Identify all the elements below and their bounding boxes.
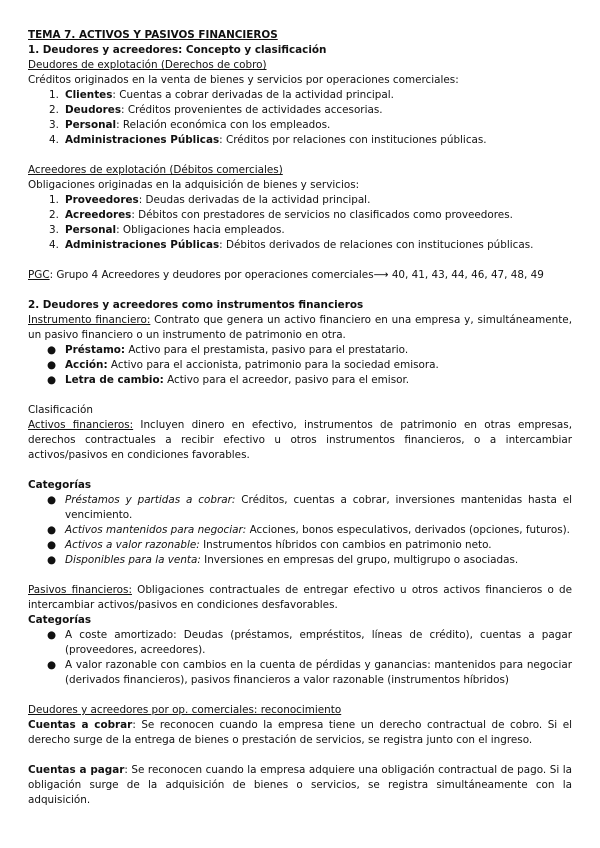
bullet-icon: ● bbox=[47, 374, 57, 386]
section-2-heading: 2. Deudores y acreedores como instrumentos financieros bbox=[28, 299, 364, 311]
categorias-heading: Categorías bbox=[28, 479, 92, 491]
list-item: ● Activos a valor razonable: Instrumentos híbridos con cambios en patrimonio neto. bbox=[47, 539, 492, 551]
pasivos-definition: Pasivos financieros: Obligaciones contractuales de entregar efectivo u otros activos financieros o de intercambiar activos/pasivos en condiciones desfavorables. bbox=[28, 584, 572, 611]
page-title: TEMA 7. ACTIVOS Y PASIVOS FINANCIEROS bbox=[28, 29, 278, 41]
bullet-icon: ● bbox=[47, 359, 57, 371]
list-item: ● Disponibles para la venta: Inversiones en empresas del grupo, multigrupo o asociadas. bbox=[47, 554, 519, 566]
acreedores-subheading: Acreedores de explotación (Débitos comerciales) bbox=[28, 164, 283, 176]
deudores-list bbox=[28, 88, 572, 148]
pasivos-categories-list bbox=[28, 628, 572, 688]
reconocimiento-subheading: Deudores y acreedores por op. comerciales: reconocimiento bbox=[28, 704, 342, 716]
bullet-icon: ● bbox=[47, 344, 57, 356]
list-item: 2. Deudores: Créditos provenientes de actividades accesorias. bbox=[49, 104, 383, 116]
bullet-icon: ● bbox=[47, 629, 57, 641]
instrumento-examples-list bbox=[28, 343, 572, 388]
list-item: 4. Administraciones Públicas: Créditos por relaciones con instituciones públicas. bbox=[49, 134, 487, 146]
categorias-heading: Categorías bbox=[28, 614, 92, 626]
list-item: 1. Clientes: Cuentas a cobrar derivadas de la actividad principal. bbox=[49, 89, 394, 101]
list-item: 3. Personal: Obligaciones hacia empleados. bbox=[49, 224, 285, 236]
cuentas-pagar-paragraph: Cuentas a pagar: Se reconocen cuando la empresa adquiere una obligación contractual de pago. Si la obligación surge de la adquisición de bienes o servicios, se registra simultáneamente con la adquisición. bbox=[28, 764, 572, 806]
bullet-icon: ● bbox=[47, 524, 57, 536]
bullet-icon: ● bbox=[47, 494, 57, 506]
bullet-icon: ● bbox=[47, 539, 57, 551]
clasificacion-label: Clasificación bbox=[28, 404, 93, 416]
activos-categories-list bbox=[28, 493, 572, 568]
list-item: ● Acción: Activo para el accionista, patrimonio para la sociedad emisora. bbox=[47, 359, 439, 371]
deudores-intro: Créditos originados en la venta de bienes y servicios por operaciones comerciales: bbox=[28, 74, 459, 86]
list-item: 4. Administraciones Públicas: Débitos derivados de relaciones con instituciones públicas. bbox=[49, 239, 534, 251]
instrumento-definition: Instrumento financiero: Contrato que genera un activo financiero en una empresa y, simultáneamente, un pasivo financiero o un instrumento de patrimonio en otra. bbox=[28, 314, 572, 341]
bullet-icon: ● bbox=[47, 554, 57, 566]
list-item: ● A valor razonable con cambios en la cuenta de pérdidas y ganancias: mantenidos para negociar (derivados financieros), pasivos financieros a valor razonable (instrumentos híbridos) bbox=[47, 659, 572, 686]
cuentas-cobrar-paragraph: Cuentas a cobrar: Se reconocen cuando la empresa tiene un derecho contractual de cobro. Si el derecho surge de la entrega de bienes o prestación de servicios, se registra junto con el ingreso. bbox=[28, 719, 572, 746]
list-item: 3. Personal: Relación económica con los empleados. bbox=[49, 119, 331, 131]
list-item: ● Letra de cambio: Activo para el acreedor, pasivo para el emisor. bbox=[47, 374, 410, 386]
list-item: ● A coste amortizado: Deudas (préstamos, empréstitos, líneas de crédito), cuentas a pagar (proveedores, acreedores). bbox=[47, 629, 572, 656]
deudores-subheading: Deudores de explotación (Derechos de cobro) bbox=[28, 59, 267, 71]
bullet-icon: ● bbox=[47, 659, 57, 671]
acreedores-list bbox=[28, 193, 572, 253]
activos-definition: Activos financieros: Incluyen dinero en efectivo, instrumentos de patrimonio en otras empresas, derechos contractuales a recibir efectivo u otros instrumentos financieros, o a intercambiar activos/pasivos en condiciones favorables. bbox=[28, 419, 572, 461]
section-1-heading: 1. Deudores y acreedores: Concepto y clasificación bbox=[28, 44, 327, 56]
list-item: ● Préstamos y partidas a cobrar: Créditos, cuentas a cobrar, inversiones mantenidas hasta el vencimiento. bbox=[47, 494, 572, 521]
list-item: ● Activos mantenidos para negociar: Acciones, bonos especulativos, derivados (opciones, futuros). bbox=[47, 524, 570, 536]
acreedores-intro: Obligaciones originadas en la adquisición de bienes y servicios: bbox=[28, 179, 360, 191]
list-item: ● Préstamo: Activo para el prestamista, pasivo para el prestatario. bbox=[47, 344, 409, 356]
list-item: 1. Proveedores: Deudas derivadas de la actividad principal. bbox=[49, 194, 371, 206]
pgc-line: PGC: Grupo 4 Acreedores y deudores por operaciones comerciales⟶ 40, 41, 43, 44, 46, 47, 48, 49 bbox=[28, 269, 544, 281]
list-item: 2. Acreedores: Débitos con prestadores de servicios no clasificados como proveedores. bbox=[49, 209, 513, 221]
